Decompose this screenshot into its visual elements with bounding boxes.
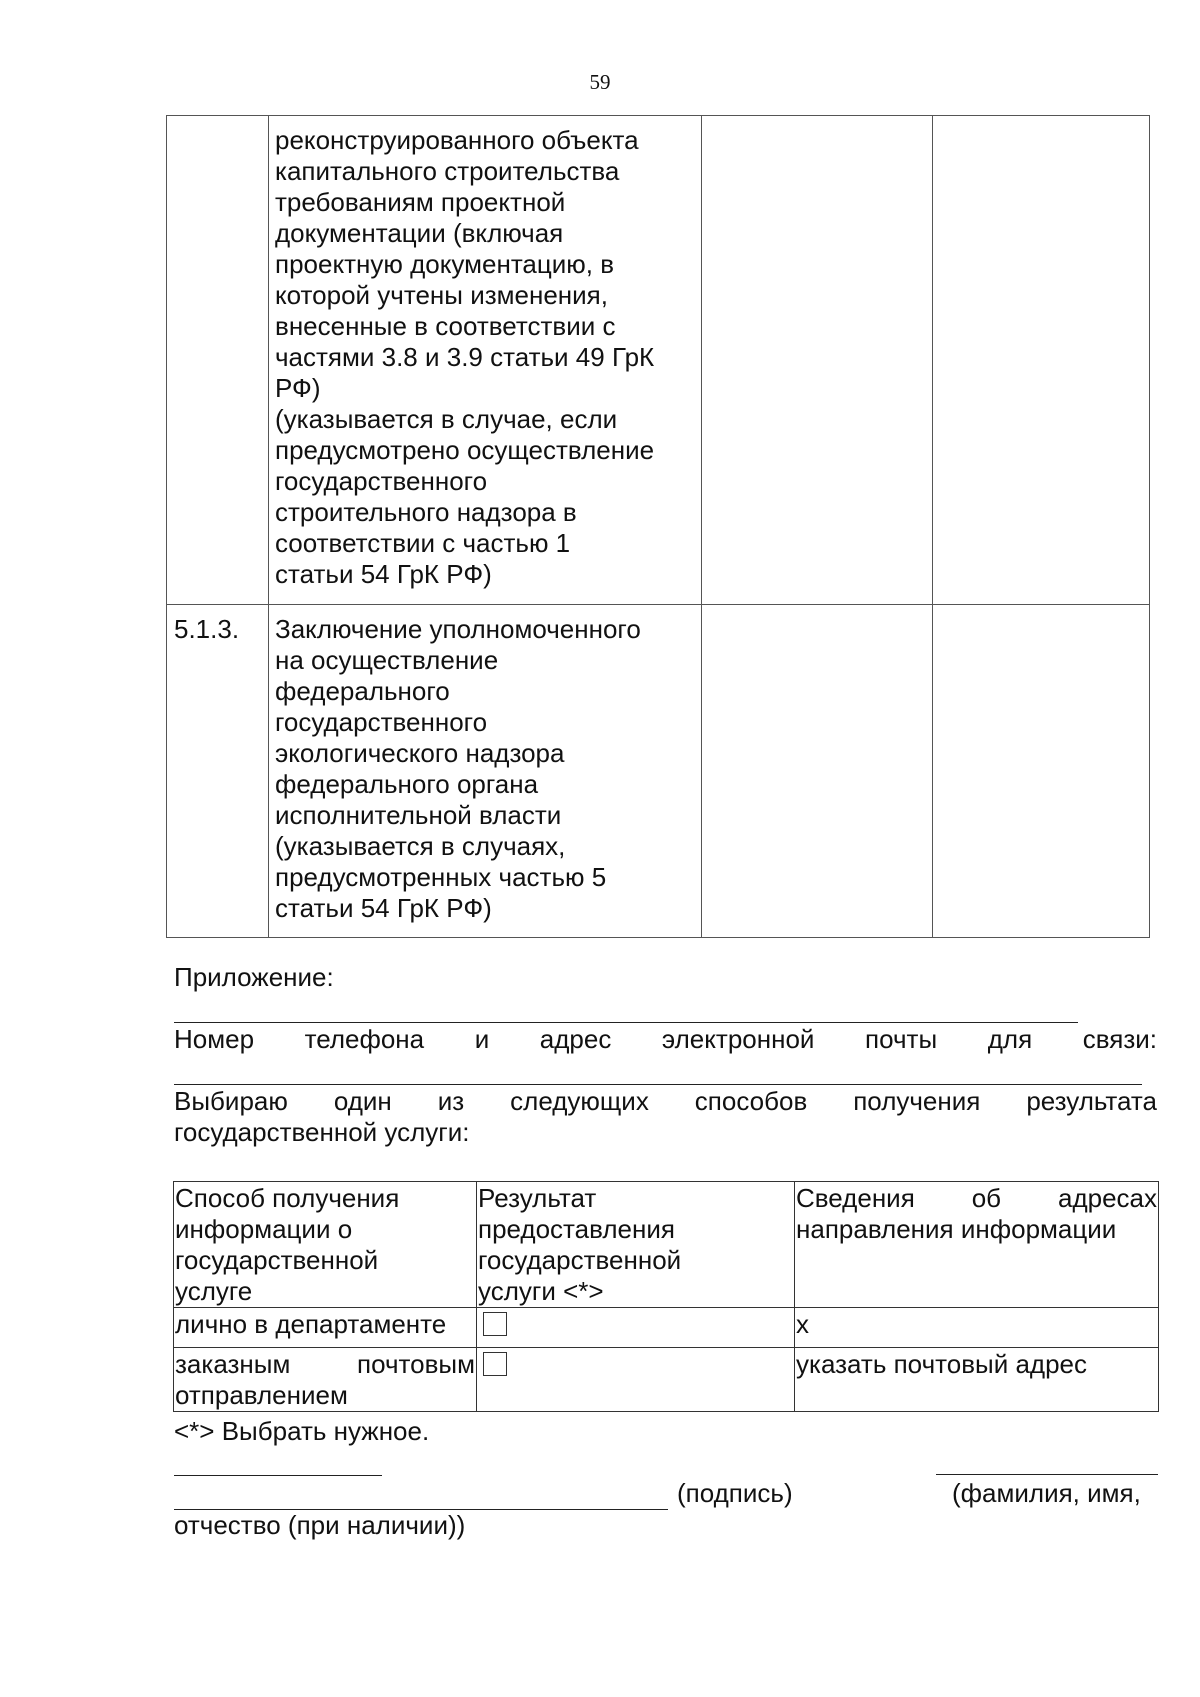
name-label-continued: отчество (при наличии)) <box>174 1510 466 1540</box>
name-blank-line-top[interactable] <box>936 1474 1158 1475</box>
header-result: Результат предоставления государственной услуги <*> <box>477 1182 795 1308</box>
attachment-label: Приложение: <box>174 962 334 992</box>
contact-blank-line[interactable] <box>174 1084 1142 1085</box>
choose-method-text-continued: государственной услуги: <box>174 1117 470 1147</box>
header-address-info: Сведения об адресах направления информации <box>795 1182 1159 1308</box>
footnote: <*> Выбрать нужное. <box>174 1416 430 1446</box>
table-row <box>167 605 1150 938</box>
table-header-row <box>174 1182 1159 1308</box>
method-label: заказным почтовым отправлением <box>175 1349 475 1410</box>
row-description: реконструированного объекта капитального строительства требованиям проектной документации (включая проектную документацию, в которой учтены изменения, внесенные в соответствии с частями 3.8 и 3.9 статьи 49 ГрК РФ) (указывается в случае, если предусмотрено осуществление государственного строительного надзора в соответствии с частью 1 статьи 54 ГрК РФ) <box>269 116 702 605</box>
result-cell <box>477 1308 795 1348</box>
delivery-methods-table <box>173 1181 1159 1412</box>
name-label: (фамилия, имя, <box>952 1478 1141 1508</box>
row-cell <box>702 116 933 605</box>
row-number <box>167 116 269 605</box>
row-cell <box>702 605 933 938</box>
contact-line: Номер телефона и адрес электронной почты для связи: <box>174 1024 1157 1054</box>
row-cell <box>933 116 1150 605</box>
row-description: Заключение уполномоченного на осуществление федерального государственного экологического надзора федерального органа исполнительной власти (указывается в случаях, предусмотренных частью 5 статьи 54 ГрК РФ) <box>269 605 702 938</box>
date-blank-line[interactable] <box>174 1475 382 1476</box>
table-row <box>174 1348 1159 1412</box>
method-label: лично в департаменте <box>174 1308 477 1348</box>
requirements-table <box>166 115 1150 938</box>
address-info: указать почтовый адрес <box>795 1348 1159 1412</box>
address-info: х <box>795 1308 1159 1348</box>
signature-label: (подпись) <box>677 1478 793 1508</box>
result-cell <box>477 1348 795 1412</box>
header-method: Способ получения информации о государственной услуге <box>174 1182 477 1308</box>
table-row <box>167 116 1150 605</box>
row-cell <box>933 605 1150 938</box>
page-number: 59 <box>589 70 611 94</box>
result-checkbox[interactable] <box>483 1312 507 1336</box>
table-row <box>174 1308 1159 1348</box>
attachment-blank-line[interactable] <box>174 1022 1078 1023</box>
result-checkbox[interactable] <box>483 1352 507 1376</box>
row-number: 5.1.3. <box>167 605 269 938</box>
choose-method-text: Выбираю один из следующих способов получения результата <box>174 1086 1157 1116</box>
